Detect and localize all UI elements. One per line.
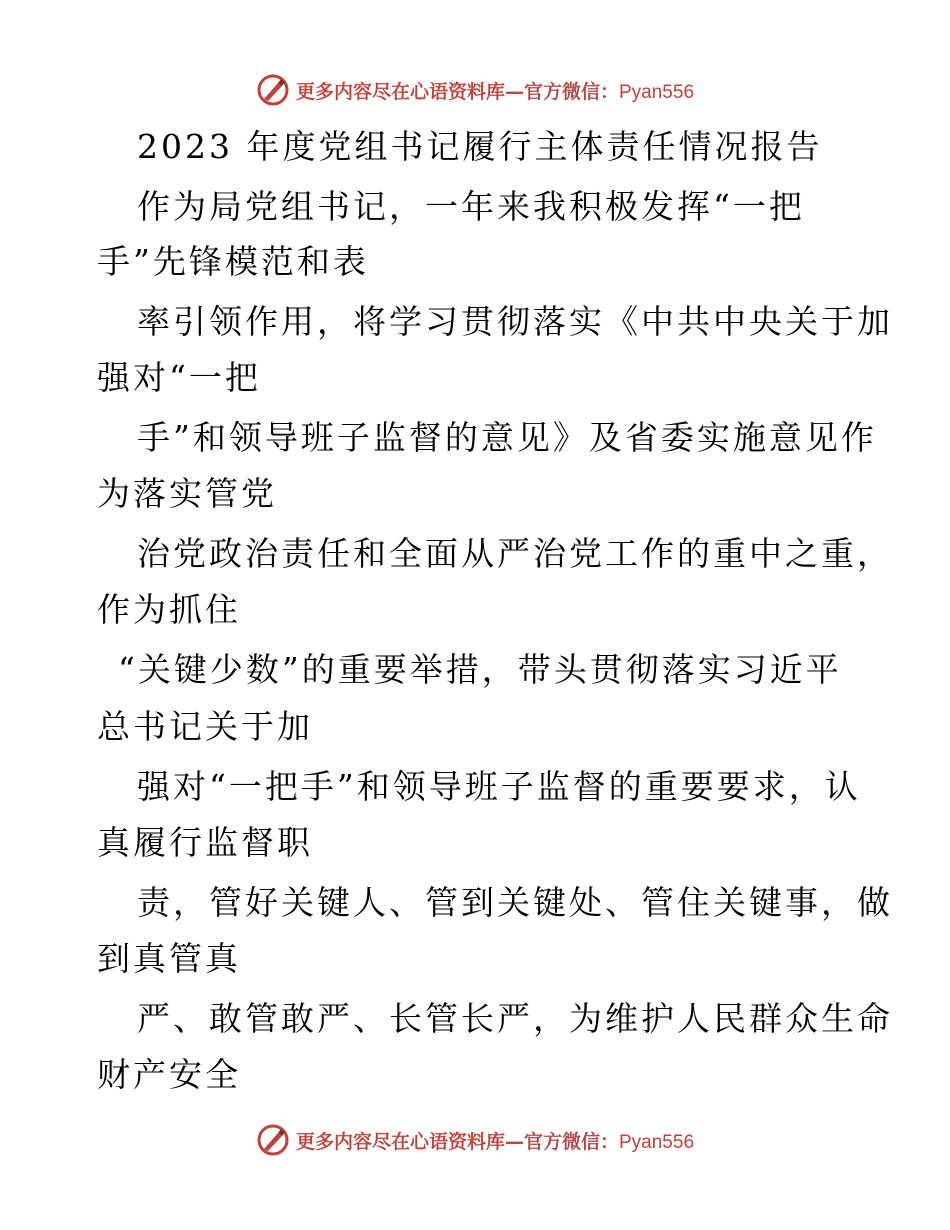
body-line: 总书记关于加 xyxy=(97,707,313,746)
watermark-sub-text: 官方微信： xyxy=(523,80,619,103)
body-line: 手”和领导班子监督的意见》及省委实施意见作 xyxy=(137,418,877,457)
pen-logo-icon xyxy=(256,1123,290,1157)
body-line: 到真管真 xyxy=(97,939,241,978)
body-line: 治党政治责任和全面从严治党工作的重中之重， xyxy=(137,534,893,573)
body-line: 手”先锋模范和表 xyxy=(97,242,369,281)
body-line: 为落实管党 xyxy=(97,474,277,513)
body-line: 财产安全 xyxy=(97,1055,241,1094)
watermark-separator: — xyxy=(504,80,524,103)
footer-watermark xyxy=(0,1120,950,1160)
watermark-id: Pyan556 xyxy=(619,81,695,103)
body-line: 强对“一把手”和领导班子监督的重要要求，认 xyxy=(137,767,861,806)
body-line: 作为局党组书记，一年来我积极发挥“一把 xyxy=(137,187,805,226)
body-line: 作为抓住 xyxy=(97,590,241,629)
watermark-sub-text: 官方微信： xyxy=(523,1130,619,1153)
body-line: 率引领作用，将学习贯彻落实《中共中央关于加 xyxy=(137,302,893,341)
body-line: 责，管好关键人、管到关键处、管住关键事，做 xyxy=(137,883,893,922)
watermark-main-text: 更多内容尽在心语资料库 xyxy=(295,1130,505,1153)
document-title: 2023 年度党组书记履行主体责任情况报告 xyxy=(137,127,823,166)
body-line: 强对“一把 xyxy=(97,358,261,397)
body-line: “关键少数”的重要举措，带头贯彻落实习近平 xyxy=(118,650,842,689)
watermark-separator: — xyxy=(504,1130,524,1153)
watermark-id: Pyan556 xyxy=(619,1131,695,1153)
body-line: 真履行监督职 xyxy=(97,823,313,862)
watermark-main-text: 更多内容尽在心语资料库 xyxy=(295,80,505,103)
body-line: 严、敢管敢严、长管长严，为维护人民群众生命 xyxy=(137,999,893,1038)
